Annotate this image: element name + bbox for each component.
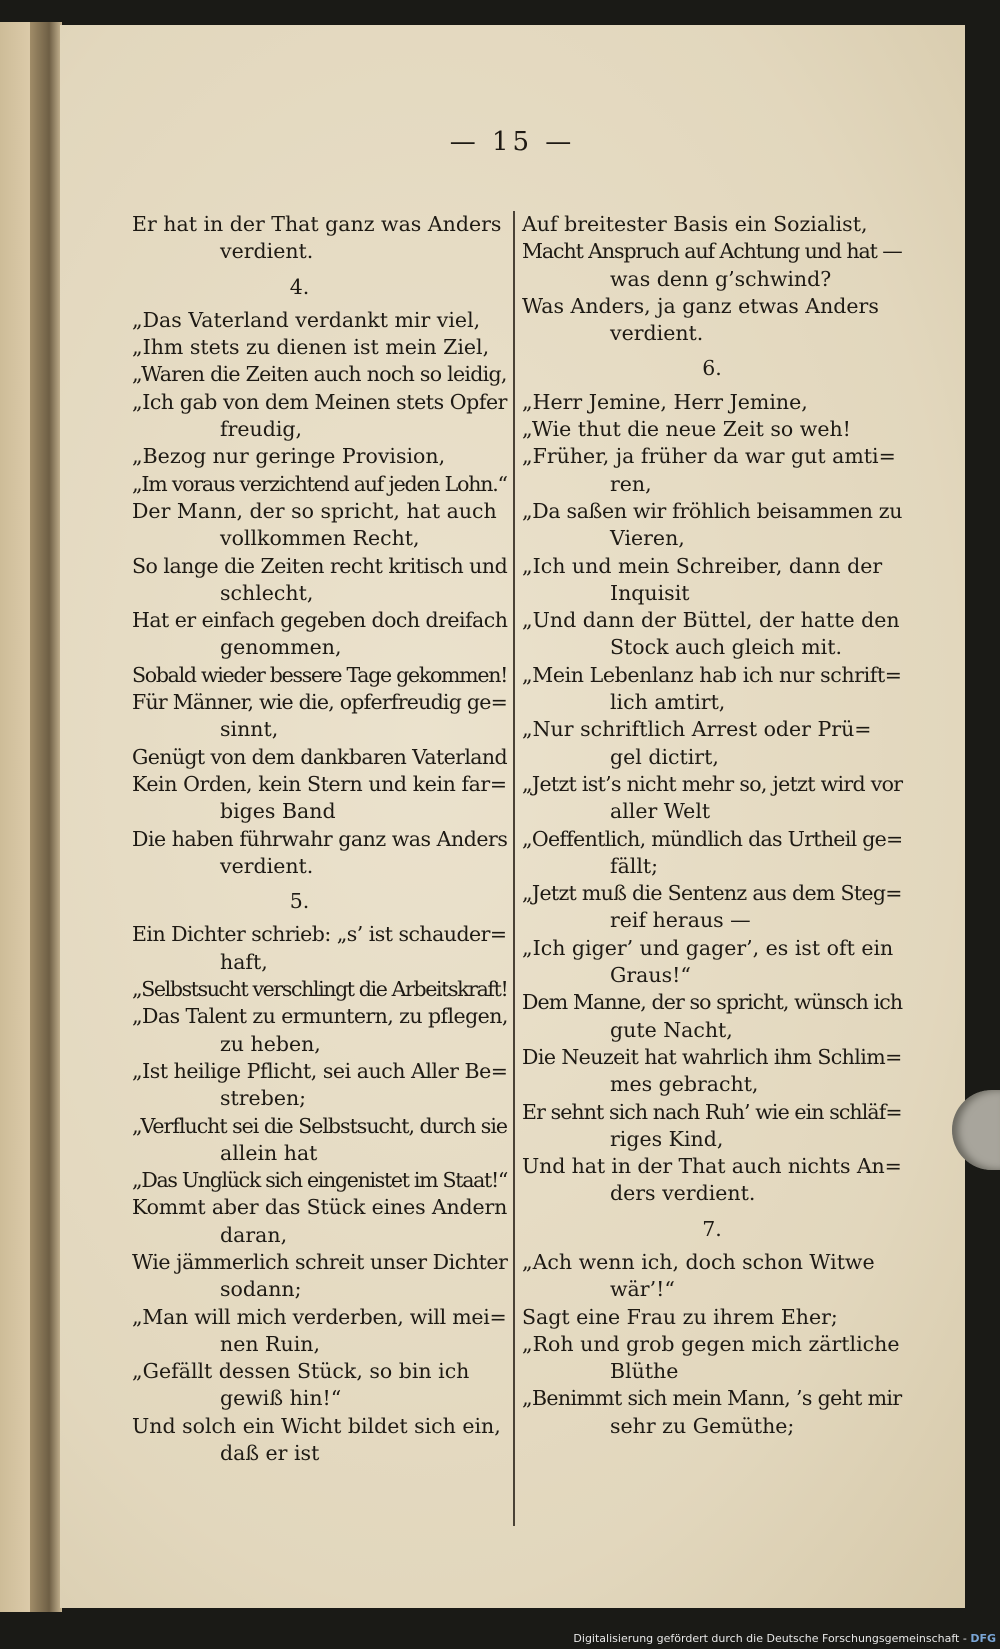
verse-line: Der Mann, der so spricht, hat auch (132, 498, 497, 523)
verse-line: nen Ruin, (220, 1331, 320, 1356)
verse-line: Sagt eine Frau zu ihrem Eher; (522, 1304, 838, 1329)
verse-line: Was Anders, ja ganz etwas Anders (522, 293, 879, 318)
book-gutter (30, 22, 62, 1612)
verse-line: „Selbstsucht verschlingt die Arbeitskraft! (132, 977, 508, 1002)
page-number-header: — 15 — (449, 127, 576, 157)
right-column (522, 211, 902, 1440)
left-column (132, 211, 507, 1467)
verse-line: verdient. (610, 321, 704, 346)
verse-line: Genügt von dem dankbaren Vaterland (132, 744, 507, 769)
verse-line: vollkommen Recht, (220, 526, 420, 551)
verse-line: „Waren die Zeiten auch noch so leidig, (132, 362, 507, 387)
verse-line: sinnt, (220, 717, 279, 742)
footer-text: Digitalisierung gefördert durch die Deutsche Forschungsgemeinschaft - (573, 1632, 967, 1645)
verse-line: verdient. (220, 853, 314, 878)
verse-line: gute Nacht, (610, 1017, 733, 1042)
verse-line: „Ist heilige Pflicht, sei auch Aller Be= (132, 1058, 508, 1083)
verse-line: reif heraus — (610, 908, 751, 933)
verse-line: Kommt aber das Stück eines Andern (132, 1195, 508, 1220)
verse-line: biges Band (220, 799, 336, 824)
verse-line: gel dictirt, (610, 744, 719, 769)
verse-line: Und hat in der That auch nichts An= (522, 1154, 902, 1179)
verse-line: „Das Talent zu ermuntern, zu pflegen, (132, 1004, 508, 1029)
verse-line: ren, (610, 471, 652, 496)
verse-line: allein hat (220, 1140, 318, 1165)
verse-line: Inquisit (610, 580, 690, 605)
verse-line: „Ihm stets zu dienen ist mein Ziel, (132, 335, 490, 360)
verse-line: „Mein Lebenlanz hab ich nur schrift= (522, 662, 902, 687)
dfg-logo: DFG (970, 1632, 996, 1645)
verse-line: Dem Manne, der so spricht, wünsch ich (522, 990, 903, 1015)
verse-line: „Ach wenn ich, doch schon Witwe (522, 1249, 875, 1274)
verse-line: Die Neuzeit hat wahrlich ihm Schlim= (522, 1044, 902, 1069)
verse-line: Sobald wieder bessere Tage gekommen! (132, 662, 508, 687)
verse-line: Kein Orden, kein Stern und kein far= (132, 771, 507, 796)
verse-line: lich amtirt, (610, 690, 726, 715)
verse-line: sodann; (220, 1277, 302, 1302)
verse-line: Stock auch gleich mit. (610, 635, 842, 660)
verse-line: freudig, (220, 417, 303, 442)
book-page (60, 25, 965, 1608)
verse-line: Graus!“ (610, 963, 691, 988)
verse-line: Blüthe (610, 1359, 679, 1384)
verse-line: Macht Anspruch auf Achtung und hat — (522, 239, 902, 264)
verse-line: „Man will mich verderben, will mei= (132, 1304, 507, 1329)
verse-line: Auf breitester Basis ein Sozialist, (522, 212, 868, 236)
verse-line: „Roh und grob gegen mich zärtliche (522, 1331, 900, 1356)
verse-line: riges Kind, (610, 1126, 724, 1151)
verse-line: „Früher, ja früher da war gut amti= (522, 444, 896, 469)
footer-credit (573, 1632, 996, 1645)
verse-line: „Das Vaterland verdankt mir viel, (132, 307, 481, 332)
verse-line: „Ich giger’ und gager’, es ist oft ein (522, 935, 894, 960)
verse-line: „Oeffentlich, mündlich das Urtheil ge= (522, 826, 903, 851)
verse-line: Für Männer, wie die, opferfreudig ge= (132, 690, 508, 715)
verse-line: So lange die Zeiten recht kritisch und (132, 553, 508, 578)
verse-line: zu heben, (220, 1031, 321, 1056)
verse-line: Und solch ein Wicht bildet sich ein, (132, 1413, 501, 1438)
verse-line: daran, (220, 1222, 288, 1247)
verse-line: „Wie thut die neue Zeit so weh! (522, 417, 851, 442)
verse-line: haft, (220, 949, 268, 974)
verse-line: Wie jämmerlich schreit unser Dichter (132, 1249, 508, 1274)
stanza-number: 4. (289, 274, 310, 299)
stanza-number: 5. (289, 889, 310, 914)
verse-line: streben; (220, 1086, 307, 1111)
verse-line: „Das Unglück sich eingenistet im Staat!“ (132, 1168, 508, 1193)
verse-line: Vieren, (610, 526, 685, 551)
verse-line: „Da saßen wir fröhlich beisammen zu (522, 498, 903, 523)
verse-line: „Ich und mein Schreiber, dann der (522, 553, 883, 578)
verse-line: wär’!“ (610, 1277, 675, 1302)
verse-line: verdient. (220, 239, 314, 264)
verse-line: „Ich gab von dem Meinen stets Opfer (132, 389, 508, 414)
verse-line: sehr zu Gemüthe; (610, 1413, 795, 1438)
verse-line: aller Welt (610, 799, 711, 824)
verse-line: „Herr Jemine, Herr Jemine, (522, 389, 808, 414)
verse-line: Die haben führwahr ganz was Anders (132, 826, 508, 851)
verse-line: Hat er einfach gegeben doch dreifach (132, 608, 508, 633)
verse-line: Er hat in der That ganz was Anders (132, 212, 502, 236)
verse-line: daß er ist (220, 1441, 320, 1466)
verse-line: „Verflucht sei die Selbstsucht, durch sie (132, 1113, 508, 1138)
verse-line: „Jetzt ist’s nicht mehr so, jetzt wird vor (522, 771, 903, 796)
stanza-number: 7. (702, 1216, 722, 1241)
verse-line: Ein Dichter schrieb: „s’ ist schauder= (132, 922, 507, 947)
verse-line: „Und dann der Büttel, der hatte den (522, 608, 900, 633)
column-divider (513, 211, 515, 1526)
verse-line: schlecht, (220, 580, 314, 605)
verse-line: „Jetzt muß die Sentenz aus dem Steg= (522, 881, 902, 906)
verse-line: mes gebracht, (610, 1072, 759, 1097)
verse-line: Er sehnt sich nach Ruh’ wie ein schläf= (522, 1099, 902, 1124)
verse-line: was denn g’schwind? (610, 266, 832, 291)
verse-line: ders verdient. (610, 1181, 756, 1206)
verse-line: „Benimmt sich mein Mann, ’s geht mir (522, 1386, 902, 1411)
verse-line: „Bezog nur geringe Provision, (132, 444, 446, 469)
stanza-number: 6. (702, 356, 722, 381)
verse-line: „Nur schriftlich Arrest oder Prü= (522, 717, 872, 742)
verse-line: gewiß hin!“ (220, 1386, 342, 1411)
verse-line: „Gefällt dessen Stück, so bin ich (132, 1359, 470, 1384)
verse-line: genommen, (220, 635, 342, 660)
verse-line: fällt; (610, 853, 659, 878)
verse-line: „Im voraus verzichtend auf jeden Lohn.“ (132, 471, 507, 496)
